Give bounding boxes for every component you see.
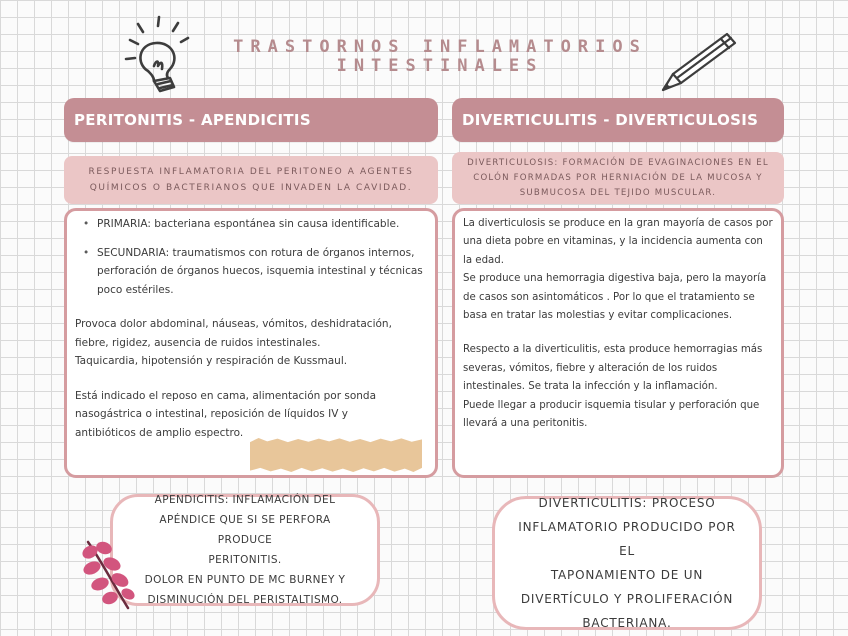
peritonitis-symptoms: Provoca dolor abdominal, náuseas, vómitos, deshidratación, fiebre, rigidez, ausencia de ruidos intestinales.: [75, 318, 392, 349]
bubble-diverticulitis-line2: INFLAMATORIO PRODUCIDO POR EL: [518, 520, 736, 558]
header-peritonitis-apendicitis: [64, 98, 438, 142]
bubble-diverticulitis: [492, 496, 762, 630]
subtitle-peritonitis: [64, 156, 438, 204]
header-diverticulitis-diverticulosis: [452, 98, 784, 142]
header-left-label: PERITONITIS - APENDICITIS: [74, 111, 311, 129]
list-item-primaria: • PRIMARIA: bacteriana espontánea sin causa identificable.: [83, 215, 427, 234]
page-title-line2: INTESTINALES: [336, 56, 544, 76]
peritonitis-signs: Taquicardia, hipotensión y respiración de Kussmaul.: [75, 355, 348, 367]
bubble-apendicitis: [110, 494, 380, 606]
diverticulosis-cause: La diverticulosis se produce en la gran mayoría de casos por una dieta pobre en vitaminas, y la incidencia aumenta con la edad.: [463, 218, 773, 266]
diverticulitis-description: Respecto a la diverticulitis, esta produce hemorragias más severas, vómitos, fiebre y alteración de los ruidos intestinales. Se trata la infección y la inflamación.: [463, 344, 763, 393]
bubble-apendicitis-line1: APENDICITIS: INFLAMACIÓN DEL: [154, 494, 336, 506]
peritonitis-treatment: Está indicado el reposo en cama, alimentación por sonda nasogástrica o intestinal, reposición de líquidos IV y antibióticos de amplio espectro.: [75, 389, 377, 439]
bubble-apendicitis-line2: APÉNDICE QUE SI SE PERFORA PRODUCE: [159, 514, 331, 546]
leaf-branch-icon: [76, 536, 140, 614]
subtitle-right-text: DIVERTICULOSIS: FORMACIÓN DE EVAGINACIONES EN EL COLÓN FORMADAS POR HERNIACIÓN DE LA MUCOSA Y SUBMUCOSA DEL TEJIDO MUSCULAR.: [467, 157, 769, 198]
peritonitis-types-list: [75, 215, 427, 299]
bubble-diverticulitis-line4: DIVERTÍCULO Y PROLIFERACIÓN: [520, 592, 734, 606]
bubble-apendicitis-line5: DISMINUCIÓN DEL PERISTALTISMO.: [147, 594, 343, 606]
bubble-diverticulitis-line1: DIVERTICULITIS: PROCESO: [538, 496, 716, 510]
bubble-diverticulitis-line3: TAPONAMIENTO DE UN: [550, 568, 704, 582]
bubble-apendicitis-line3: PERITONITIS.: [208, 554, 282, 566]
list-item-secundaria: • SECUNDARIA: traumatismos con rotura de órganos internos, perforación de órganos huecos, isquemia intestinal y técnicas poco estériles.: [83, 244, 427, 300]
bubble-apendicitis-line4: DOLOR EN PUNTO DE MC BURNEY Y: [144, 574, 346, 586]
diverticulosis-hemorrhage: Se produce una hemorragia digestiva baja, pero la mayoría de casos son asintomáticos . Por lo que el tratamiento se basa en tratar las molestias y evitar complicaciones.: [463, 273, 767, 322]
subtitle-diverticulosis: [452, 152, 784, 204]
page-title: [180, 38, 700, 76]
bubble-diverticulitis-line5: BACTERIANA.: [582, 616, 672, 630]
panel-diverticulosis: [452, 208, 784, 478]
header-right-label: DIVERTICULITIS - DIVERTICULOSIS: [462, 111, 759, 129]
diverticulitis-complication: Puede llegar a producir isquemia tisular y perforación que llevará a una peritonitis.: [463, 399, 760, 430]
washi-tape-icon: [250, 438, 422, 472]
subtitle-left-text: RESPUESTA INFLAMATORIA DEL PERITONEO A AGENTES QUÍMICOS O BACTERIANOS QUE INVADEN LA CAVIDAD.: [88, 167, 414, 193]
page-title-line1: TRASTORNOS INFLAMATORIOS: [233, 37, 647, 57]
panel-peritonitis: [64, 208, 438, 478]
